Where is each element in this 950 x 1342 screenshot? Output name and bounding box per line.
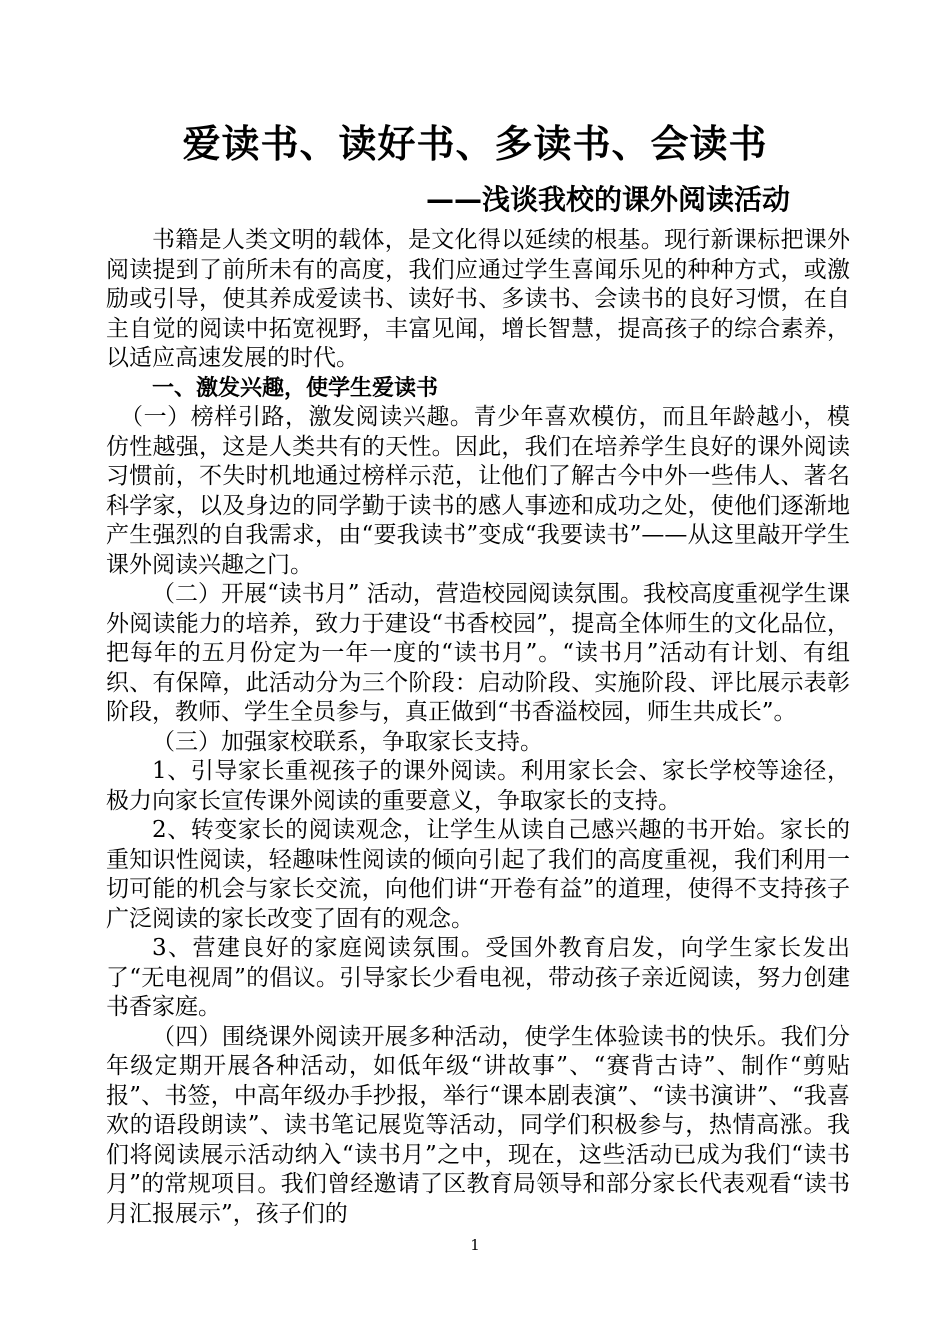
- document-title: 爱读书、读好书、多读书、会读书: [182, 122, 768, 166]
- paragraph-reading-month: （二）开展“读书月” 活动，营造校园阅读氛围。我校高度重视学生课外阅读能力的培养，致力于建设“书香校园”，提高全体师生的文化品位，把每年的五月份定为一年一度的“读书月”。“读书月”活动有计划、有组织、有保障，此活动分为三个阶段：启动阶段、实施阶段、评比展示表彰阶段，教师、学生全员参与，真正做到“书香溢校园，师生共成长”。: [106, 581, 850, 725]
- paragraph-item-1: 1、引导家长重视孩子的课外阅读。利用家长会、家长学校等途径，极力向家长宣传课外阅读的重要意义，争取家长的支持。: [106, 758, 850, 814]
- section-heading: 一、激发兴趣，使学生爱读书: [152, 375, 439, 401]
- document-subtitle: ——浅谈我校的课外阅读活动: [425, 183, 790, 216]
- paragraph-home-school: （三）加强家校联系，争取家长支持。: [152, 728, 543, 755]
- document-body: [106, 226, 850, 1229]
- intro-paragraph: 书籍是人类文明的载体，是文化得以延续的根基。现行新课标把课外阅读提到了前所未有的高度，我们应通过学生喜闻乐见的种种方式，或激励或引导，使其养成爱读书、读好书、多读书、会读书的良好习惯，在自主自觉的阅读中拓宽视野，丰富见闻，增长智慧，提高孩子的综合素养，以适应高速发展的时代。: [106, 227, 850, 371]
- paragraph-item-3: 3、营建良好的家庭阅读氛围。受国外教育启发，向学生家长发出了“无电视周”的倡议。引导家长少看电视，带动孩子亲近阅读，努力创建书香家庭。: [106, 935, 850, 1020]
- paragraph-activities: （四）围绕课外阅读开展多种活动，使学生体验读书的快乐。我们分年级定期开展各种活动，如低年级“讲故事”、“赛背古诗”、制作“剪贴报”、书签，中高年级办手抄报，举行“课本剧表演”、“读书演讲”、“我喜欢的语段朗读”、读书笔记展览等活动，同学们积极参与，热情高涨。我们将阅读展示活动纳入“读书月”之中，现在，这些活动已成为我们“读书月”的常规项目。我们曾经邀请了区教育局领导和部分家长代表观看“读书月汇报展示”，孩子们的: [106, 1023, 850, 1227]
- paragraph-item-2: 2、转变家长的阅读观念，让学生从读自己感兴趣的书开始。家长的重知识性阅读，轻趣味性阅读的倾向引起了我们的高度重视，我们利用一切可能的机会与家长交流，向他们讲“开卷有益”的道理，使得不支持孩子广泛阅读的家长改变了固有的观念。: [106, 817, 850, 932]
- page-number: 1: [470, 1236, 480, 1254]
- paragraph-role-models: （一）榜样引路，激发阅读兴趣。青少年喜欢模仿，而且年龄越小，模仿性越强，这是人类共有的天性。因此，我们在培养学生良好的课外阅读习惯前，不失时机地通过榜样示范，让他们了解古今中外一些伟人、著名科学家，以及身边的同学勤于读书的感人事迹和成功之处，使他们逐渐地产生强烈的自我需求，由“要我读书”变成“我要读书”——从这里敲开学生课外阅读兴趣之门。: [106, 404, 850, 578]
